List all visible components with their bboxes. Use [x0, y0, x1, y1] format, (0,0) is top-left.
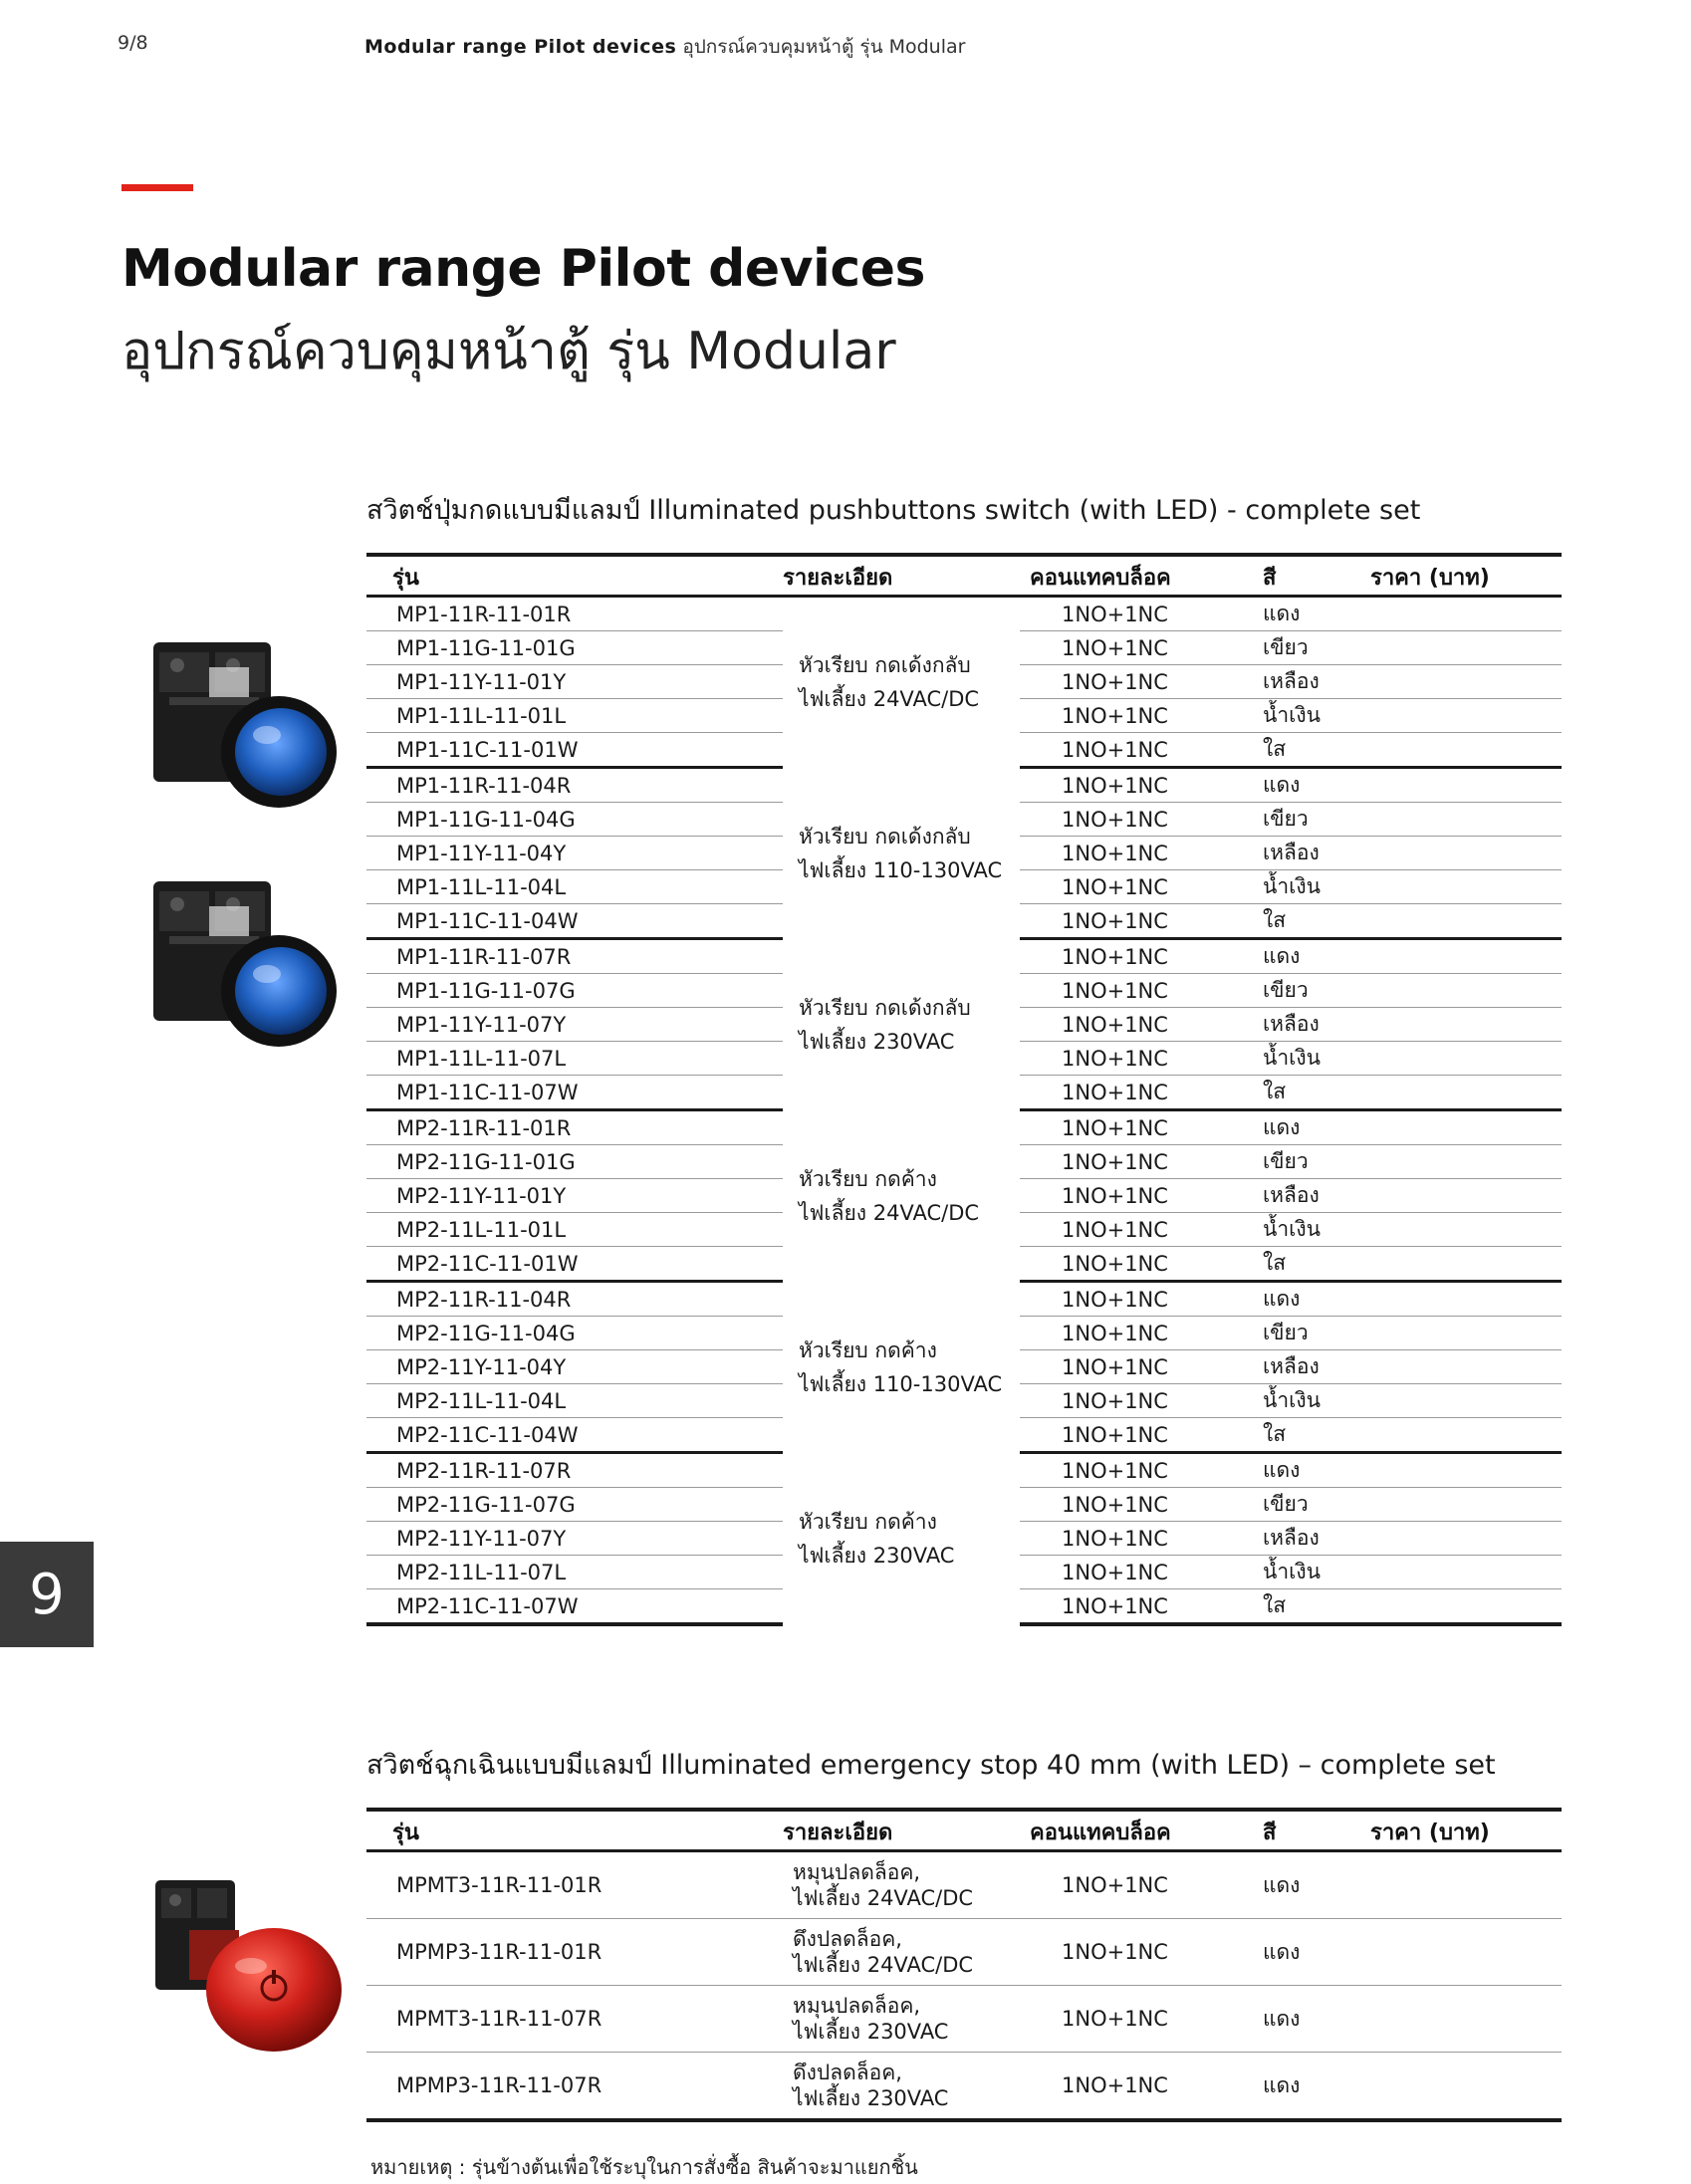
contact-cell: 1NO+1NC	[1020, 870, 1257, 904]
color-cell: แดง	[1257, 939, 1356, 974]
contact-cell: 1NO+1NC	[1020, 768, 1257, 803]
col-header-contact: คอนแทคบล็อค	[1020, 555, 1257, 597]
table-row	[366, 1453, 1562, 1488]
description-line: ดึงปลดล็อค,	[793, 2061, 902, 2084]
table-row	[366, 939, 1562, 974]
model-cell: MP2-11R-11-04R	[366, 1282, 783, 1317]
color-cell: น้ำเงิน	[1257, 1042, 1356, 1076]
description-line: ไฟเลี้ยง 110-130VAC	[799, 857, 1003, 882]
color-cell: ใส	[1257, 733, 1356, 768]
color-cell: เขียว	[1257, 1317, 1356, 1350]
price-cell	[1356, 733, 1562, 768]
price-cell	[1356, 1042, 1562, 1076]
price-cell	[1356, 904, 1562, 939]
color-cell: แดง	[1257, 1851, 1356, 1919]
price-cell	[1356, 1556, 1562, 1589]
model-cell: MP1-11L-11-04L	[366, 870, 783, 904]
description-line: หมุนปลดล็อค,	[793, 1860, 921, 1884]
price-cell	[1356, 1145, 1562, 1179]
col-header-description: รายละเอียด	[783, 555, 1020, 597]
description-line: ไฟเลี้ยง 230VAC	[799, 1543, 955, 1568]
table-row	[366, 1919, 1562, 1986]
color-cell: เขียว	[1257, 974, 1356, 1008]
contact-cell: 1NO+1NC	[1020, 1213, 1257, 1247]
description-line: ไฟเลี้ยง 230VAC	[793, 2020, 949, 2044]
col-header-price: ราคา (บาท)	[1356, 555, 1562, 597]
color-cell: น้ำเงิน	[1257, 1384, 1356, 1418]
pushbuttons-table	[366, 553, 1562, 1626]
model-cell: MP2-11C-11-04W	[366, 1418, 783, 1453]
price-cell	[1356, 1986, 1562, 2053]
description-line: ไฟเลี้ยง 24VAC/DC	[799, 1200, 980, 1225]
color-cell: เขียว	[1257, 1145, 1356, 1179]
contact-cell: 1NO+1NC	[1020, 1556, 1257, 1589]
price-cell	[1356, 1008, 1562, 1042]
description-line: หัวเรียบ กดเด้งกลับ	[799, 995, 971, 1020]
price-cell	[1356, 1247, 1562, 1282]
price-cell	[1356, 1488, 1562, 1522]
description-line: ไฟเลี้ยง 24VAC/DC	[793, 1886, 974, 1910]
color-cell: ใส	[1257, 1418, 1356, 1453]
price-cell	[1356, 1179, 1562, 1213]
price-cell	[1356, 631, 1562, 665]
contact-cell: 1NO+1NC	[1020, 1589, 1257, 1625]
contact-cell: 1NO+1NC	[1020, 1317, 1257, 1350]
description-cell	[783, 768, 1020, 939]
price-cell	[1356, 2053, 1562, 2121]
color-cell: เหลือง	[1257, 1350, 1356, 1384]
description-line: หมุนปลดล็อค,	[793, 1994, 921, 2018]
description-line: หัวเรียบ กดเด้งกลับ	[799, 824, 971, 849]
color-cell: เขียว	[1257, 803, 1356, 837]
emergency-stop-product-image	[149, 1870, 349, 2060]
description-line: ไฟเลี้ยง 110-130VAC	[799, 1371, 1003, 1396]
page-subtitle-thai: อุปกรณ์ควบคุมหน้าตู้ รุ่น Modular	[121, 322, 896, 381]
price-cell	[1356, 974, 1562, 1008]
color-cell: ใส	[1257, 1589, 1356, 1625]
section-title-emergency-stop: สวิตช์ฉุกเฉินแบบมีแลมป์ Illuminated emergency stop 40 mm (with LED) – complete set	[366, 1750, 1496, 1781]
model-cell: MP2-11C-11-01W	[366, 1247, 783, 1282]
price-cell	[1356, 665, 1562, 699]
model-cell: MPMT3-11R-11-07R	[366, 1986, 783, 2053]
model-cell: MP1-11L-11-07L	[366, 1042, 783, 1076]
running-header	[364, 32, 965, 62]
table-row	[366, 1110, 1562, 1145]
col-header-model: รุ่น	[366, 555, 783, 597]
contact-cell: 1NO+1NC	[1020, 1076, 1257, 1110]
model-cell: MP1-11R-11-07R	[366, 939, 783, 974]
price-cell	[1356, 803, 1562, 837]
description-cell	[783, 939, 1020, 1110]
price-cell	[1356, 1213, 1562, 1247]
contact-cell: 1NO+1NC	[1020, 1179, 1257, 1213]
running-header-bold: Modular range Pilot devices	[364, 36, 677, 58]
pushbutton-product-image	[149, 627, 349, 817]
contact-cell: 1NO+1NC	[1020, 1247, 1257, 1282]
description-line: ไฟเลี้ยง 24VAC/DC	[799, 687, 980, 712]
color-cell: เขียว	[1257, 631, 1356, 665]
price-cell	[1356, 1522, 1562, 1556]
contact-cell: 1NO+1NC	[1020, 699, 1257, 733]
footnote: หมายเหตุ : รุ่นข้างต้นเพื่อใช้ระบุในการสั่งซื้อ สินค้าจะมาแยกชิ้น	[370, 2155, 918, 2179]
model-cell: MP1-11G-11-07G	[366, 974, 783, 1008]
table-row	[366, 768, 1562, 803]
running-header-thai: อุปกรณ์ควบคุมหน้าตู้ รุ่น Modular	[682, 36, 966, 58]
color-cell: เหลือง	[1257, 837, 1356, 870]
contact-cell: 1NO+1NC	[1020, 2053, 1257, 2121]
model-cell: MP1-11G-11-04G	[366, 803, 783, 837]
model-cell: MP2-11L-11-07L	[366, 1556, 783, 1589]
color-cell: น้ำเงิน	[1257, 699, 1356, 733]
contact-cell: 1NO+1NC	[1020, 1851, 1257, 1919]
color-cell: แดง	[1257, 1986, 1356, 2053]
description-cell	[783, 1110, 1020, 1282]
color-cell: เหลือง	[1257, 665, 1356, 699]
model-cell: MP2-11G-11-01G	[366, 1145, 783, 1179]
description-cell	[783, 597, 1020, 768]
model-cell: MP2-11Y-11-01Y	[366, 1179, 783, 1213]
description-line: ดึงปลดล็อค,	[793, 1927, 902, 1951]
model-cell: MP1-11Y-11-04Y	[366, 837, 783, 870]
section-title-pushbuttons: สวิตช์ปุ่มกดแบบมีแลมป์ Illuminated pushbuttons switch (with LED) - complete set	[366, 495, 1421, 526]
color-cell: แดง	[1257, 1282, 1356, 1317]
price-cell	[1356, 1076, 1562, 1110]
color-cell: เหลือง	[1257, 1008, 1356, 1042]
col-header-color: สี	[1257, 555, 1356, 597]
model-cell: MPMT3-11R-11-01R	[366, 1851, 783, 1919]
contact-cell: 1NO+1NC	[1020, 904, 1257, 939]
price-cell	[1356, 870, 1562, 904]
price-cell	[1356, 837, 1562, 870]
chapter-tab: 9	[0, 1542, 94, 1647]
contact-cell: 1NO+1NC	[1020, 1145, 1257, 1179]
col-header-contact: คอนแทคบล็อค	[1020, 1810, 1257, 1851]
model-cell: MP2-11L-11-01L	[366, 1213, 783, 1247]
contact-cell: 1NO+1NC	[1020, 1350, 1257, 1384]
model-cell: MP1-11Y-11-01Y	[366, 665, 783, 699]
color-cell: เขียว	[1257, 1488, 1356, 1522]
contact-cell: 1NO+1NC	[1020, 1282, 1257, 1317]
contact-cell: 1NO+1NC	[1020, 1919, 1257, 1986]
color-cell: ใส	[1257, 1247, 1356, 1282]
price-cell	[1356, 1384, 1562, 1418]
description-cell	[783, 1986, 1020, 2053]
contact-cell: 1NO+1NC	[1020, 1453, 1257, 1488]
page-number: 9/8	[118, 32, 148, 54]
contact-cell: 1NO+1NC	[1020, 1418, 1257, 1453]
color-cell: แดง	[1257, 597, 1356, 631]
table-header-row	[366, 1810, 1562, 1851]
contact-cell: 1NO+1NC	[1020, 1522, 1257, 1556]
table-row	[366, 1282, 1562, 1317]
page-title: Modular range Pilot devices	[121, 239, 925, 299]
description-line: ไฟเลี้ยง 230VAC	[793, 2086, 949, 2110]
col-header-color: สี	[1257, 1810, 1356, 1851]
contact-cell: 1NO+1NC	[1020, 1384, 1257, 1418]
color-cell: ใส	[1257, 1076, 1356, 1110]
model-cell: MP1-11C-11-01W	[366, 733, 783, 768]
description-cell	[783, 1851, 1020, 1919]
color-cell: ใส	[1257, 904, 1356, 939]
contact-cell: 1NO+1NC	[1020, 597, 1257, 631]
price-cell	[1356, 1851, 1562, 1919]
model-cell: MP2-11R-11-07R	[366, 1453, 783, 1488]
contact-cell: 1NO+1NC	[1020, 974, 1257, 1008]
price-cell	[1356, 1919, 1562, 1986]
price-cell	[1356, 1589, 1562, 1625]
description-line: หัวเรียบ กดค้าง	[799, 1337, 937, 1362]
table-row	[366, 2053, 1562, 2121]
contact-cell: 1NO+1NC	[1020, 631, 1257, 665]
model-cell: MP1-11C-11-07W	[366, 1076, 783, 1110]
pushbutton-product-image	[149, 866, 349, 1056]
color-cell: แดง	[1257, 2053, 1356, 2121]
model-cell: MP2-11L-11-04L	[366, 1384, 783, 1418]
price-cell	[1356, 939, 1562, 974]
col-header-model: รุ่น	[366, 1810, 783, 1851]
contact-cell: 1NO+1NC	[1020, 1008, 1257, 1042]
color-cell: เหลือง	[1257, 1179, 1356, 1213]
contact-cell: 1NO+1NC	[1020, 1986, 1257, 2053]
model-cell: MPMP3-11R-11-01R	[366, 1919, 783, 1986]
table-row	[366, 1851, 1562, 1919]
model-cell: MP2-11R-11-01R	[366, 1110, 783, 1145]
color-cell: แดง	[1257, 1110, 1356, 1145]
description-line: ไฟเลี้ยง 24VAC/DC	[793, 1953, 974, 1977]
table-row	[366, 1986, 1562, 2053]
model-cell: MP1-11C-11-04W	[366, 904, 783, 939]
model-cell: MP1-11R-11-01R	[366, 597, 783, 631]
model-cell: MPMP3-11R-11-07R	[366, 2053, 783, 2121]
color-cell: แดง	[1257, 1919, 1356, 1986]
price-cell	[1356, 1453, 1562, 1488]
table-header-row	[366, 555, 1562, 597]
table-row	[366, 597, 1562, 631]
color-cell: น้ำเงิน	[1257, 870, 1356, 904]
description-line: ไฟเลี้ยง 230VAC	[799, 1029, 955, 1054]
col-header-description: รายละเอียด	[783, 1810, 1020, 1851]
color-cell: เหลือง	[1257, 1522, 1356, 1556]
model-cell: MP1-11G-11-01G	[366, 631, 783, 665]
model-cell: MP1-11L-11-01L	[366, 699, 783, 733]
description-line: หัวเรียบ กดค้าง	[799, 1166, 937, 1191]
price-cell	[1356, 597, 1562, 631]
price-cell	[1356, 1350, 1562, 1384]
contact-cell: 1NO+1NC	[1020, 1042, 1257, 1076]
red-accent-bar	[121, 184, 193, 191]
description-cell	[783, 1919, 1020, 1986]
model-cell: MP2-11Y-11-07Y	[366, 1522, 783, 1556]
model-cell: MP2-11G-11-07G	[366, 1488, 783, 1522]
model-cell: MP2-11G-11-04G	[366, 1317, 783, 1350]
contact-cell: 1NO+1NC	[1020, 1488, 1257, 1522]
model-cell: MP1-11R-11-04R	[366, 768, 783, 803]
price-cell	[1356, 1110, 1562, 1145]
model-cell: MP1-11Y-11-07Y	[366, 1008, 783, 1042]
color-cell: แดง	[1257, 1453, 1356, 1488]
contact-cell: 1NO+1NC	[1020, 837, 1257, 870]
contact-cell: 1NO+1NC	[1020, 1110, 1257, 1145]
description-cell	[783, 2053, 1020, 2121]
contact-cell: 1NO+1NC	[1020, 939, 1257, 974]
contact-cell: 1NO+1NC	[1020, 665, 1257, 699]
model-cell: MP2-11Y-11-04Y	[366, 1350, 783, 1384]
color-cell: น้ำเงิน	[1257, 1213, 1356, 1247]
col-header-price: ราคา (บาท)	[1356, 1810, 1562, 1851]
model-cell: MP2-11C-11-07W	[366, 1589, 783, 1625]
price-cell	[1356, 699, 1562, 733]
price-cell	[1356, 768, 1562, 803]
contact-cell: 1NO+1NC	[1020, 803, 1257, 837]
price-cell	[1356, 1317, 1562, 1350]
description-line: หัวเรียบ กดเด้งกลับ	[799, 653, 971, 678]
emergency-stop-table	[366, 1808, 1562, 2122]
price-cell	[1356, 1282, 1562, 1317]
contact-cell: 1NO+1NC	[1020, 733, 1257, 768]
description-cell	[783, 1453, 1020, 1625]
color-cell: น้ำเงิน	[1257, 1556, 1356, 1589]
color-cell: แดง	[1257, 768, 1356, 803]
description-line: หัวเรียบ กดค้าง	[799, 1509, 937, 1534]
price-cell	[1356, 1418, 1562, 1453]
description-cell	[783, 1282, 1020, 1453]
